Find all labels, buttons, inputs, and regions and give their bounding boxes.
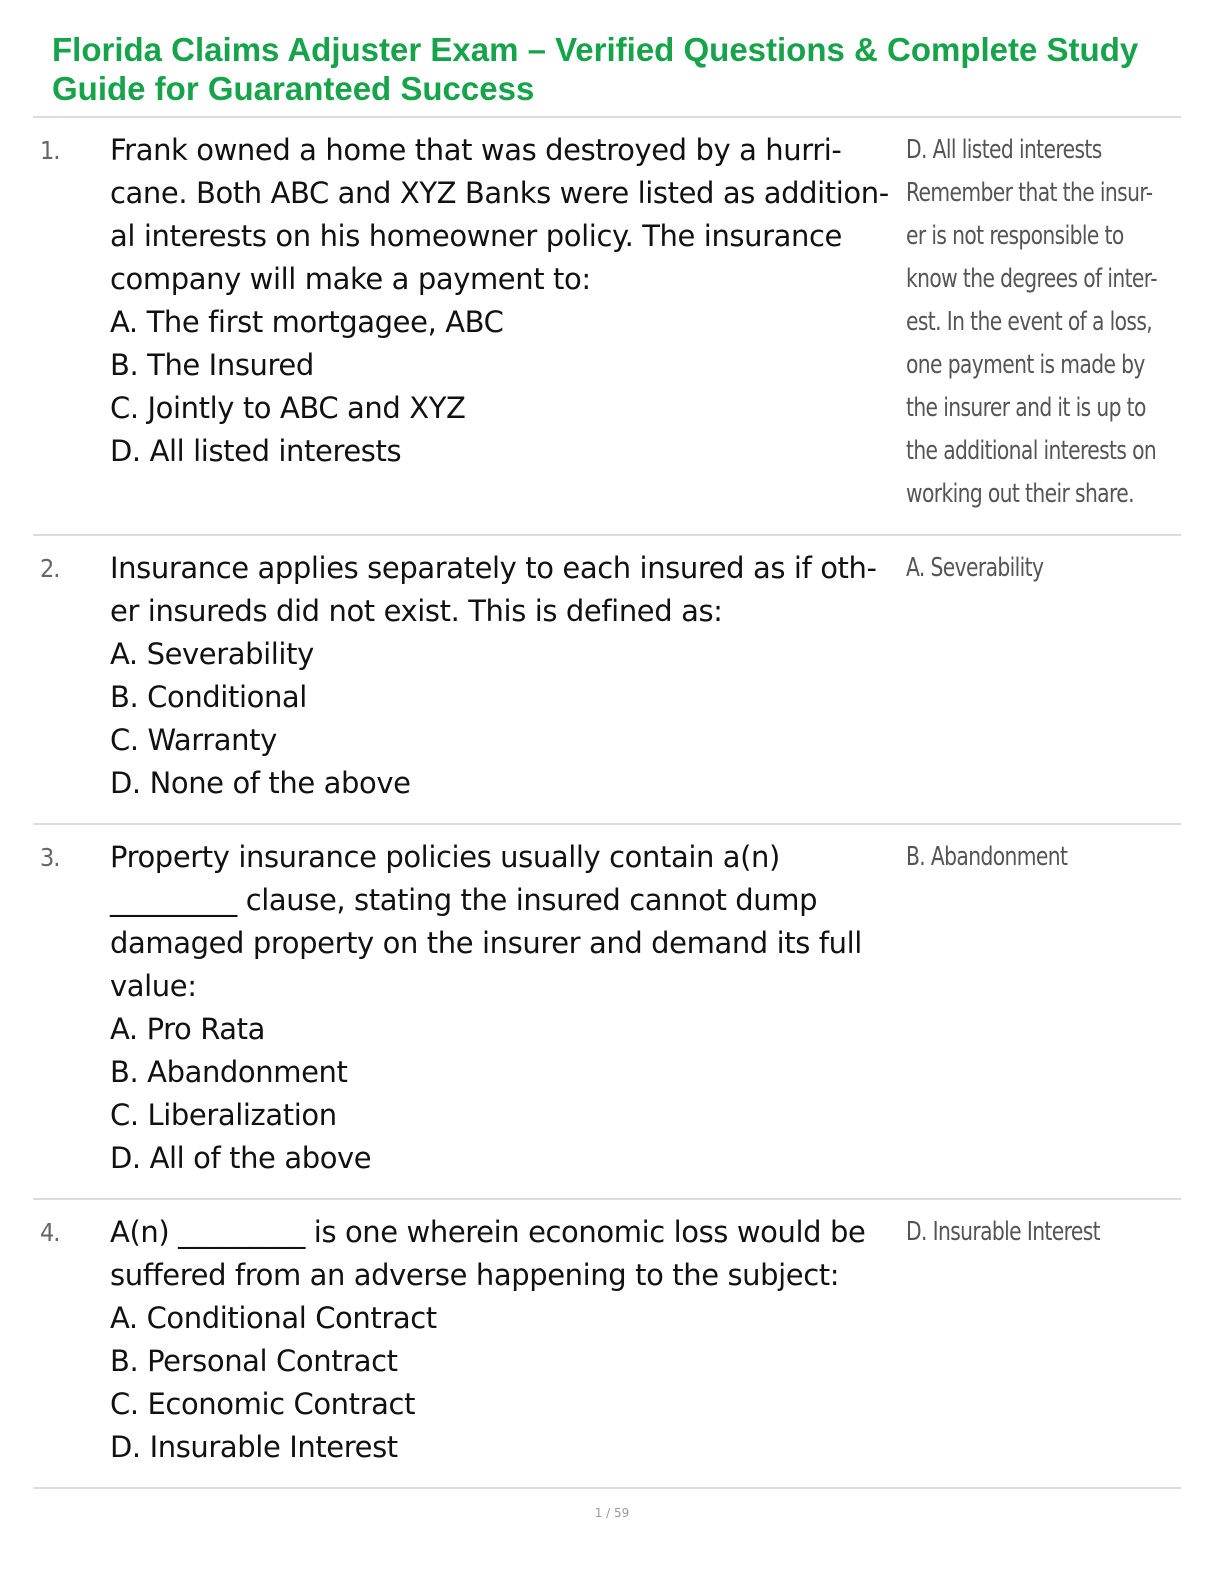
answer-explanation [906, 129, 1157, 516]
question-stem-line: damaged property on the insurer and demand its full [110, 926, 862, 960]
answer-line: D. All listed interests [906, 135, 1102, 165]
option-c: C. Liberalization [110, 1098, 337, 1132]
question-number: 3. [40, 843, 60, 872]
question-stem-line: _________ clause, stating the insured cannot dump [110, 883, 818, 917]
option-a: A. Severability [110, 637, 314, 671]
answer-line: er is not responsible to [906, 221, 1124, 251]
question-stem-line: A(n) _________ is one wherein economic loss would be [110, 1215, 866, 1249]
answer-line: A. Severability [906, 553, 1044, 583]
option-b: B. The Insured [110, 348, 314, 382]
question-stem-line: suffered from an adverse happening to the subject: [110, 1258, 840, 1292]
option-a: A. Conditional Contract [110, 1301, 437, 1335]
divider [33, 116, 1181, 118]
divider [33, 1198, 1181, 1200]
answer-line: Remember that the insur- [906, 178, 1153, 208]
answer-line: B. Abandonment [906, 842, 1068, 872]
page-indicator: 1 / 59 [594, 1506, 630, 1520]
answer-line: the insurer and it is up to [906, 393, 1146, 423]
question-text [110, 547, 900, 805]
divider [33, 534, 1181, 536]
option-d: D. All listed interests [110, 434, 402, 468]
answer-line: working out their share. [906, 479, 1134, 509]
question-text [110, 129, 900, 473]
option-d: D. All of the above [110, 1141, 372, 1175]
answer-line: know the degrees of inter- [906, 264, 1157, 294]
answer-line: est. In the event of a loss, [906, 307, 1153, 337]
divider [33, 1487, 1181, 1489]
answer-line: D. Insurable Interest [906, 1217, 1101, 1247]
answer-explanation [906, 547, 1117, 590]
answer-line: one payment is made by [906, 350, 1145, 380]
divider [33, 823, 1181, 825]
answer-explanation [906, 836, 1117, 879]
page-title: Florida Claims Adjuster Exam – Verified Questions & Complete Study Guide for Guaranteed Success [52, 31, 1139, 107]
option-c: C. Warranty [110, 723, 277, 757]
option-b: B. Personal Contract [110, 1344, 398, 1378]
option-c: C. Economic Contract [110, 1387, 416, 1421]
option-c: C. Jointly to ABC and XYZ [110, 391, 466, 425]
question-stem-line: Frank owned a home that was destroyed by a hurri- [110, 133, 842, 167]
answer-explanation [906, 1211, 1117, 1254]
question-number: 2. [40, 554, 60, 583]
question-text [110, 836, 900, 1180]
question-number: 1. [40, 136, 60, 165]
option-d: D. Insurable Interest [110, 1430, 398, 1464]
question-stem-line: er insureds did not exist. This is defined as: [110, 594, 723, 628]
question-stem-line: value: [110, 969, 197, 1003]
question-stem-line: Property insurance policies usually contain a(n) [110, 840, 780, 874]
option-a: A. Pro Rata [110, 1012, 266, 1046]
question-stem-line: company will make a payment to: [110, 262, 591, 296]
option-a: A. The first mortgagee, ABC [110, 305, 504, 339]
option-b: B. Abandonment [110, 1055, 348, 1089]
question-stem-line: Insurance applies separately to each insured as if oth- [110, 551, 877, 585]
option-d: D. None of the above [110, 766, 411, 800]
answer-line: the additional interests on [906, 436, 1157, 466]
question-text [110, 1211, 900, 1469]
option-b: B. Conditional [110, 680, 307, 714]
question-number: 4. [40, 1218, 60, 1247]
question-stem-line: cane. Both ABC and XYZ Banks were listed as addition- [110, 176, 889, 210]
question-stem-line: al interests on his homeowner policy. The insurance [110, 219, 842, 253]
